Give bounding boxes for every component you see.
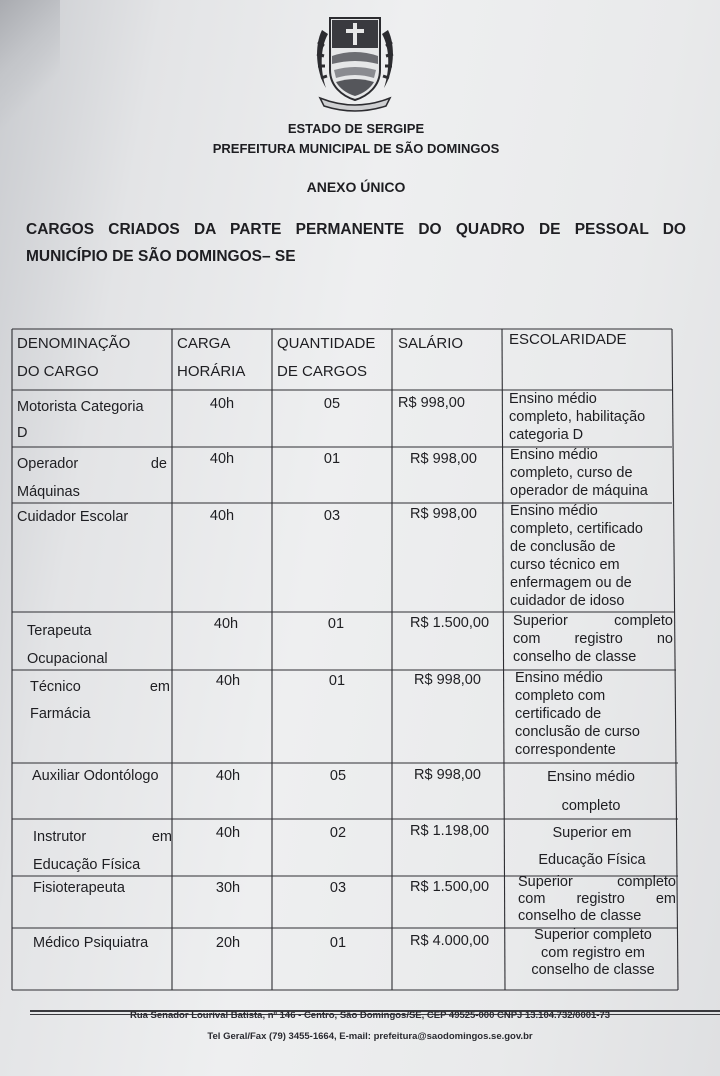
table-row-salario: R$ 998,00 bbox=[398, 395, 465, 411]
footer-address: Rua Senador Lourival Batista, nº 146 - Centro, São Domingos/SE, CEP 49525-000 CNPJ 13.104.732/0001-73 bbox=[129, 1010, 611, 1021]
escolaridade-line-1: Superior completo bbox=[534, 927, 652, 943]
table-row-escolaridade bbox=[513, 612, 673, 666]
table-row-carga: 40h bbox=[213, 616, 239, 632]
table-row-quantidade: 03 bbox=[329, 880, 347, 896]
table-row-quantidade: 01 bbox=[329, 935, 347, 951]
cargo-line-1: Médico Psiquiatra bbox=[33, 935, 149, 951]
cargo-line-1: Motorista Categoria bbox=[17, 399, 144, 415]
table-row-escolaridade bbox=[515, 669, 675, 759]
cargo-line-1-word-1: Operador bbox=[17, 456, 79, 472]
cargo-line-1: Auxiliar Odontólogo bbox=[32, 768, 159, 784]
escolaridade-line-2: completo, habilitação bbox=[509, 409, 646, 425]
table-row-cargo bbox=[33, 879, 172, 897]
table-row-salario: R$ 1.198,00 bbox=[410, 823, 490, 839]
table-row-escolaridade bbox=[510, 502, 672, 610]
table-row-salario: R$ 998,00 bbox=[414, 672, 481, 688]
escolaridade-line-3: conselho de classe bbox=[531, 962, 655, 978]
header-escolaridade: ESCOLARIDADE bbox=[509, 331, 627, 348]
cargo-line-1-word-2: em bbox=[151, 829, 172, 845]
header-carga bbox=[177, 330, 269, 386]
escolaridade-line-2: com registro no bbox=[513, 631, 673, 647]
table-row-salario: R$ 998,00 bbox=[414, 767, 481, 783]
escolaridade-line-3: de conclusão de bbox=[510, 539, 616, 555]
escolaridade-line-2: com registro em bbox=[518, 891, 676, 907]
escolaridade-line-5: correspondente bbox=[515, 742, 616, 758]
cargo-line-2: Ocupacional bbox=[27, 651, 108, 667]
table-row-carga: 40h bbox=[209, 508, 235, 524]
header-quantidade bbox=[277, 330, 390, 386]
table-row-salario: R$ 998,00 bbox=[410, 451, 477, 467]
table-row-quantidade: 01 bbox=[327, 616, 345, 632]
page-corner-shadow bbox=[0, 0, 60, 130]
escolaridade-line-2: completo bbox=[561, 798, 621, 814]
table-row-carga: 40h bbox=[215, 768, 241, 784]
document-title-line-2: MUNICÍPIO DE SÃO DOMINGOS– SE bbox=[26, 248, 296, 265]
table-row-cargo bbox=[17, 508, 167, 526]
table-row-cargo bbox=[17, 450, 167, 506]
header-carga-line-2: HORÁRIA bbox=[177, 363, 246, 380]
header-denominacao-line-2: DO CARGO bbox=[17, 363, 99, 380]
escolaridade-line-3: conselho de classe bbox=[518, 908, 642, 924]
header-quantidade-line-1: QUANTIDADE bbox=[277, 335, 376, 352]
escolaridade-line-4: curso técnico em bbox=[510, 557, 620, 573]
table-row-escolaridade bbox=[509, 390, 671, 444]
table-row-quantidade: 01 bbox=[323, 451, 341, 467]
table-row-carga: 40h bbox=[215, 673, 241, 689]
table-row-quantidade: 05 bbox=[323, 396, 341, 412]
table-row-escolaridade bbox=[518, 874, 676, 925]
table-row-cargo bbox=[33, 823, 172, 879]
escolaridade-line-1: Ensino médio bbox=[509, 391, 597, 407]
table-row-escolaridade bbox=[510, 927, 676, 980]
header-carga-line-1: CARGA bbox=[177, 335, 231, 352]
cargo-line-1-word-1: Técnico bbox=[30, 679, 81, 695]
cargo-line-2: Farmácia bbox=[30, 706, 91, 722]
escolaridade-line-6: cuidador de idoso bbox=[510, 593, 625, 609]
cargo-line-1-word-2: em bbox=[149, 679, 170, 695]
escolaridade-line-4: conclusão de curso bbox=[515, 724, 640, 740]
table-row-cargo bbox=[27, 617, 167, 673]
escolaridade-line-2: completo, certificado bbox=[510, 521, 643, 537]
table-row-carga: 40h bbox=[209, 396, 235, 412]
table-row-carga: 30h bbox=[215, 880, 241, 896]
escolaridade-line-3: categoria D bbox=[509, 427, 584, 443]
escolaridade-line-1: Superior completo bbox=[518, 874, 676, 890]
escolaridade-line-5: enfermagem ou de bbox=[510, 575, 632, 591]
cargo-line-2: Máquinas bbox=[17, 484, 80, 500]
escolaridade-line-3: certificado de bbox=[515, 706, 602, 722]
table-row-quantidade: 03 bbox=[323, 508, 341, 524]
municipal-coat-of-arms bbox=[312, 12, 398, 112]
escolaridade-line-2: completo com bbox=[515, 688, 606, 704]
table-row-cargo bbox=[17, 394, 167, 446]
table-row-carga: 40h bbox=[215, 825, 241, 841]
table-row-quantidade: 05 bbox=[329, 768, 347, 784]
cargo-line-1: Terapeuta bbox=[27, 623, 92, 639]
header-salario: SALÁRIO bbox=[398, 335, 464, 352]
cargo-line-1-word-1: Instrutor bbox=[33, 829, 87, 845]
table-row-escolaridade bbox=[510, 446, 672, 500]
table-row-salario: R$ 4.000,00 bbox=[410, 933, 490, 949]
escolaridade-line-3: conselho de classe bbox=[513, 649, 637, 665]
cargo-line-1: Cuidador Escolar bbox=[17, 509, 129, 525]
table-row-cargo bbox=[32, 767, 172, 785]
table-row-salario: R$ 998,00 bbox=[410, 506, 477, 522]
table-row-carga: 20h bbox=[215, 935, 241, 951]
table-row-quantidade: 01 bbox=[328, 673, 346, 689]
escolaridade-line-1: Ensino médio bbox=[510, 503, 598, 519]
table-row-salario: R$ 1.500,00 bbox=[410, 615, 490, 631]
escolaridade-line-3: operador de máquina bbox=[510, 483, 648, 499]
prefeitura-heading: PREFEITURA MUNICIPAL DE SÃO DOMINGOS bbox=[212, 141, 500, 156]
cargo-line-2: Educação Física bbox=[33, 857, 141, 873]
table-row-quantidade: 02 bbox=[329, 825, 347, 841]
escolaridade-line-1: Superior em bbox=[552, 825, 632, 841]
header-quantidade-line-2: DE CARGOS bbox=[277, 363, 368, 380]
table-row-escolaridade bbox=[505, 763, 677, 821]
escolaridade-line-1: Ensino médio bbox=[515, 670, 603, 686]
table-row-salario: R$ 1.500,00 bbox=[410, 879, 490, 895]
escolaridade-line-1: Superior completo bbox=[513, 613, 673, 629]
escolaridade-line-2: Educação Física bbox=[538, 852, 646, 868]
cargo-line-1-word-2: de bbox=[150, 456, 167, 472]
table-row-carga: 40h bbox=[209, 451, 235, 467]
escolaridade-line-2: completo, curso de bbox=[510, 465, 633, 481]
escolaridade-line-2: com registro em bbox=[541, 944, 645, 961]
cargo-line-1: Fisioterapeuta bbox=[33, 880, 125, 896]
header-denominacao bbox=[17, 330, 167, 386]
table-row-cargo bbox=[33, 934, 172, 952]
cargo-line-2: D bbox=[17, 425, 28, 441]
table-row-escolaridade bbox=[505, 820, 679, 874]
state-heading: ESTADO DE SERGIPE bbox=[287, 121, 425, 136]
header-denominacao-line-1: DENOMINAÇÃO bbox=[17, 335, 131, 352]
escolaridade-line-1: Ensino médio bbox=[547, 769, 635, 785]
document-title-line-1: CARGOS CRIADOS DA PARTE PERMANENTE DO QUADRO DE PESSOAL DO bbox=[26, 221, 686, 238]
table-row-cargo bbox=[30, 674, 170, 728]
annex-heading: ANEXO ÚNICO bbox=[306, 179, 406, 195]
escolaridade-line-1: Ensino médio bbox=[510, 447, 598, 463]
footer-contact: Tel Geral/Fax (79) 3455-1664, E-mail: prefeitura@saodomingos.se.gov.br bbox=[207, 1031, 533, 1042]
